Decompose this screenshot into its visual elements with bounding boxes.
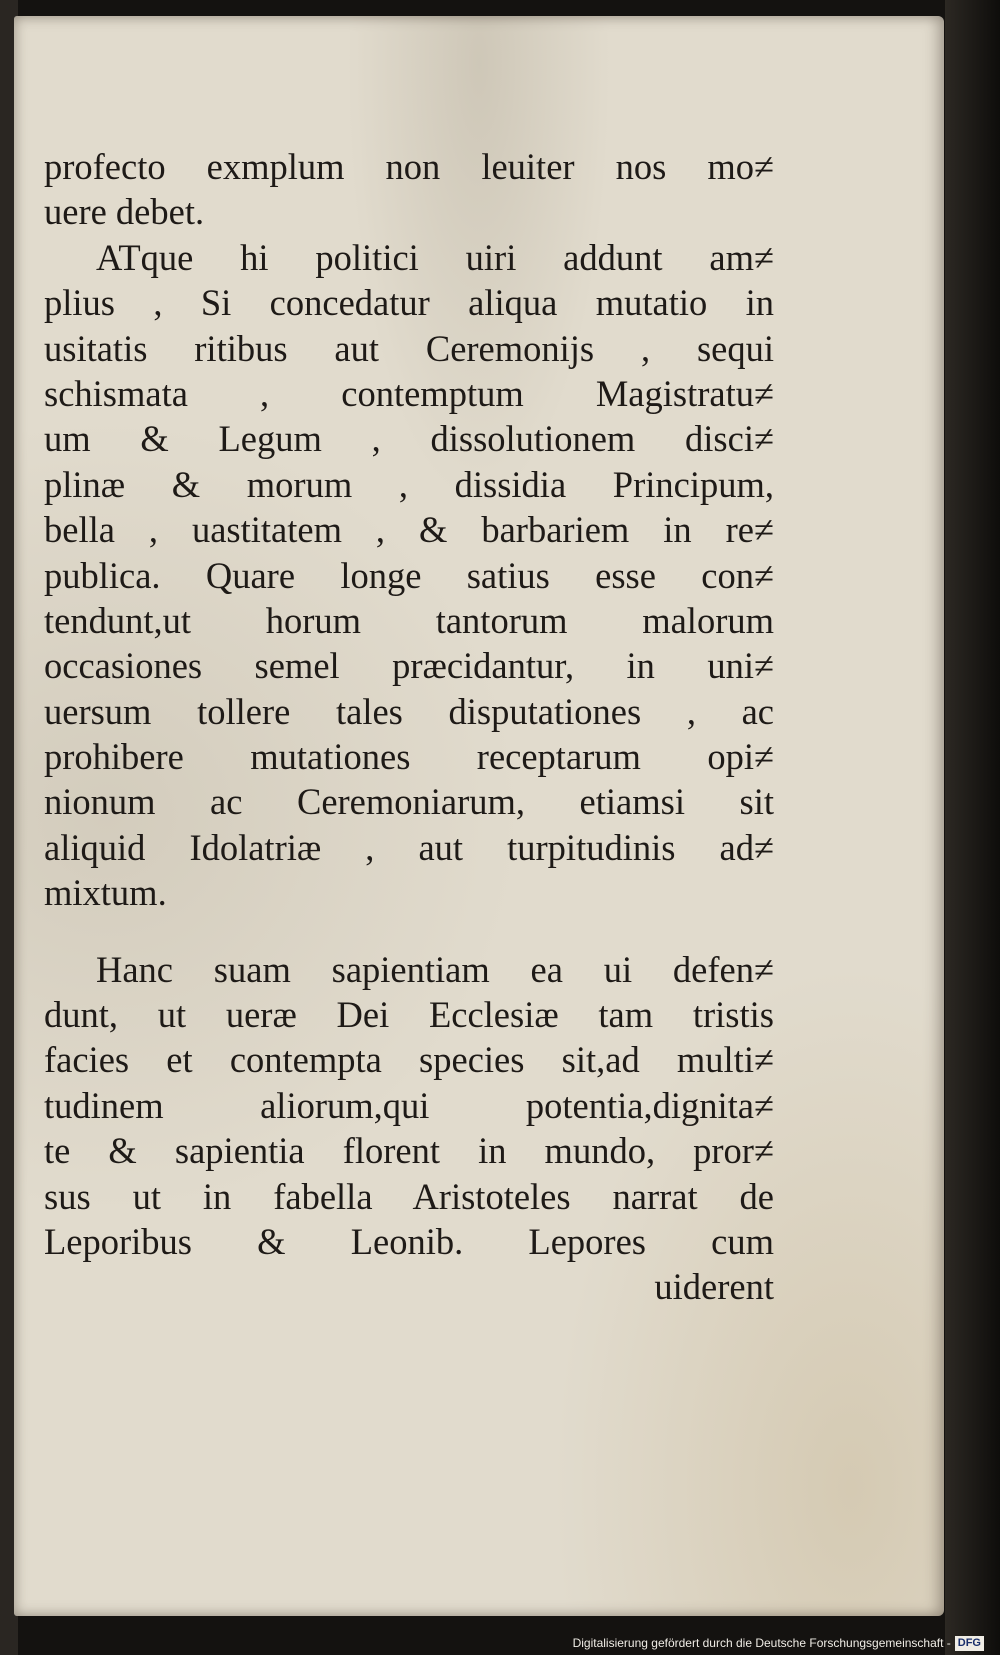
- dfg-logo: DFG: [955, 1636, 984, 1651]
- text-line: Leporibus & Leonib. Lepores cum: [44, 1220, 774, 1262]
- text-line: plinæ & morum , dissidia Principum,: [44, 463, 774, 505]
- scan-border-right: [945, 0, 1000, 1655]
- page-text: [44, 144, 774, 1310]
- paragraph-2: [44, 235, 774, 916]
- text-line: nionum ac Ceremoniarum, etiamsi sit: [44, 781, 774, 823]
- text-line: schismata , contemptum Magistratu≠: [44, 372, 774, 414]
- text-line: tudinem aliorum,qui potentia,dignita≠: [44, 1084, 774, 1126]
- text-line: usitatis ritibus aut Ceremonijs , sequi: [44, 327, 774, 369]
- text-line: uere debet.: [44, 191, 205, 233]
- text-line: plius , Si concedatur aliqua mutatio in: [44, 282, 774, 324]
- text-line: profecto exmplum non leuiter nos mo≠: [44, 146, 774, 187]
- paragraph-gap: [44, 916, 774, 947]
- text-line: dunt, ut ueræ Dei Ecclesiæ tam tristis: [44, 994, 774, 1036]
- digitization-credit: [573, 1634, 984, 1652]
- text-line: um & Legum , dissolutionem disci≠: [44, 418, 774, 460]
- text-line: bella , uastitatem , & barbariem in re≠: [44, 509, 774, 551]
- text-line: aliquid Idolatriæ , aut turpitudinis ad≠: [44, 826, 774, 868]
- text-line: Hanc suam sapientiam ea ui defen≠: [96, 948, 774, 990]
- text-line: ATque hi politici uiri addunt am≠: [96, 236, 774, 278]
- text-line: mixtum.: [44, 872, 167, 914]
- text-line: prohibere mutationes receptarum opi≠: [44, 736, 774, 778]
- paragraph-1: [44, 144, 774, 235]
- text-line: te & sapientia florent in mundo, pror≠: [44, 1130, 774, 1172]
- text-line: sus ut in fabella Aristoteles narrat de: [44, 1175, 774, 1217]
- text-line: publica. Quare longe satius esse con≠: [44, 554, 774, 596]
- text-line: tendunt,ut horum tantorum malorum: [44, 599, 774, 641]
- text-line: uersum tollere tales disputationes , ac: [44, 690, 774, 732]
- text-line: occasiones semel præcidantur, in uni≠: [44, 645, 774, 687]
- book-page: [14, 16, 944, 1616]
- text-line: facies et contempta species sit,ad multi≠: [44, 1039, 774, 1081]
- credit-text: Digitalisierung gefördert durch die Deutsche Forschungsgemeinschaft -: [572, 1636, 951, 1650]
- paragraph-3: [44, 947, 774, 1265]
- catchword: uiderent: [654, 1266, 774, 1308]
